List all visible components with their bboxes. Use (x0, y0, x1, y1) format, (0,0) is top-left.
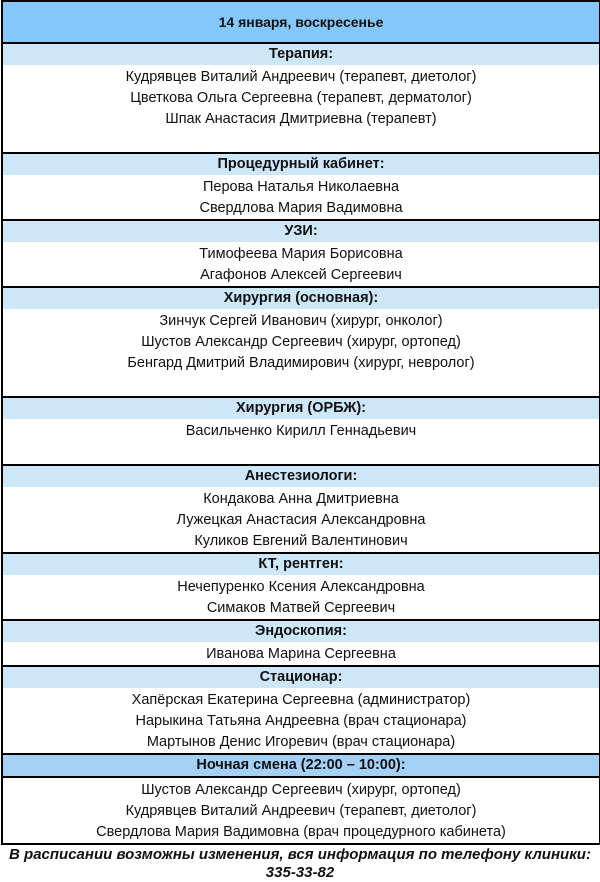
footer-notice (0, 846, 600, 882)
section-header: Стационар: (3, 667, 599, 688)
section-header: Хирургия (основная): (3, 288, 599, 309)
staff-member: Лужецкая Анастасия Александровна (176, 512, 426, 528)
schedule-section (3, 466, 599, 554)
staff-member: Куликов Евгений Валентинович (194, 533, 408, 549)
staff-member: Шустов Александр Сергеевич (хирург, ортопед) (141, 334, 461, 350)
staff-member: Нарыкина Татьяна Андреевна (врач стационара) (135, 713, 467, 729)
schedule-section (3, 154, 599, 221)
staff-member: Кудрявцев Виталий Андреевич (терапевт, диетолог) (125, 803, 477, 819)
schedule-section (3, 221, 599, 288)
staff-member: Иванова Марина Сергеевна (206, 646, 396, 662)
staff-member: Перова Наталья Николаевна (202, 179, 400, 195)
schedule-table (1, 0, 600, 845)
section-header: УЗИ: (3, 221, 599, 242)
staff-member: Шустов Александр Сергеевич (хирург, ортопед) (141, 782, 461, 798)
section-header: Анестезиологи: (3, 466, 599, 487)
staff-member: Свердлова Мария Вадимовна (врач процедурного кабинета) (96, 824, 506, 840)
staff-member: Кудрявцев Виталий Андреевич (терапевт, диетолог) (125, 69, 477, 85)
staff-member: Мартынов Денис Игоревич (врач стационара) (146, 734, 456, 750)
schedule-section (3, 554, 599, 621)
schedule-title: 14 января, воскресенье (3, 2, 599, 44)
staff-member: Тимофеева Мария Борисовна (199, 246, 403, 262)
staff-member: Цветкова Ольга Сергеевна (терапевт, дерматолог) (130, 90, 472, 106)
staff-member: Агафонов Алексей Сергеевич (200, 267, 402, 283)
section-header: Процедурный кабинет: (3, 154, 599, 175)
staff-member: Бенгард Дмитрий Владимирович (хирург, невролог) (127, 355, 475, 371)
staff-member: Кондакова Анна Дмитриевна (203, 491, 399, 507)
staff-member: Симаков Матвей Сергеевич (206, 600, 396, 616)
staff-member: Нечепуренко Ксения Александровна (177, 579, 425, 595)
section-header: Эндоскопия: (3, 621, 599, 642)
schedule-section (3, 288, 599, 398)
schedule-section (3, 667, 599, 755)
staff-member: Шпак Анастасия Дмитриевна (терапевт) (165, 111, 437, 127)
section-header: Терапия: (3, 44, 599, 65)
schedule-section (3, 44, 599, 154)
schedule-section (3, 621, 599, 667)
staff-member: Зинчук Сергей Иванович (хирург, онколог) (159, 313, 443, 329)
footer-text: В расписании возможны изменения, вся информация по телефону клиники: (9, 846, 591, 863)
section-header: Ночная смена (22:00 – 10:00): (3, 755, 599, 778)
footer-phone: 335-33-82 (265, 864, 335, 881)
staff-member: Свердлова Мария Вадимовна (199, 200, 403, 216)
section-header: Хирургия (ОРБЖ): (3, 398, 599, 419)
schedule-section (3, 755, 599, 845)
staff-member: Хапёрская Екатерина Сергеевна (администратор) (131, 692, 471, 708)
section-header: КТ, рентген: (3, 554, 599, 575)
staff-member: Васильченко Кирилл Геннадьевич (185, 423, 417, 439)
schedule-section (3, 398, 599, 466)
